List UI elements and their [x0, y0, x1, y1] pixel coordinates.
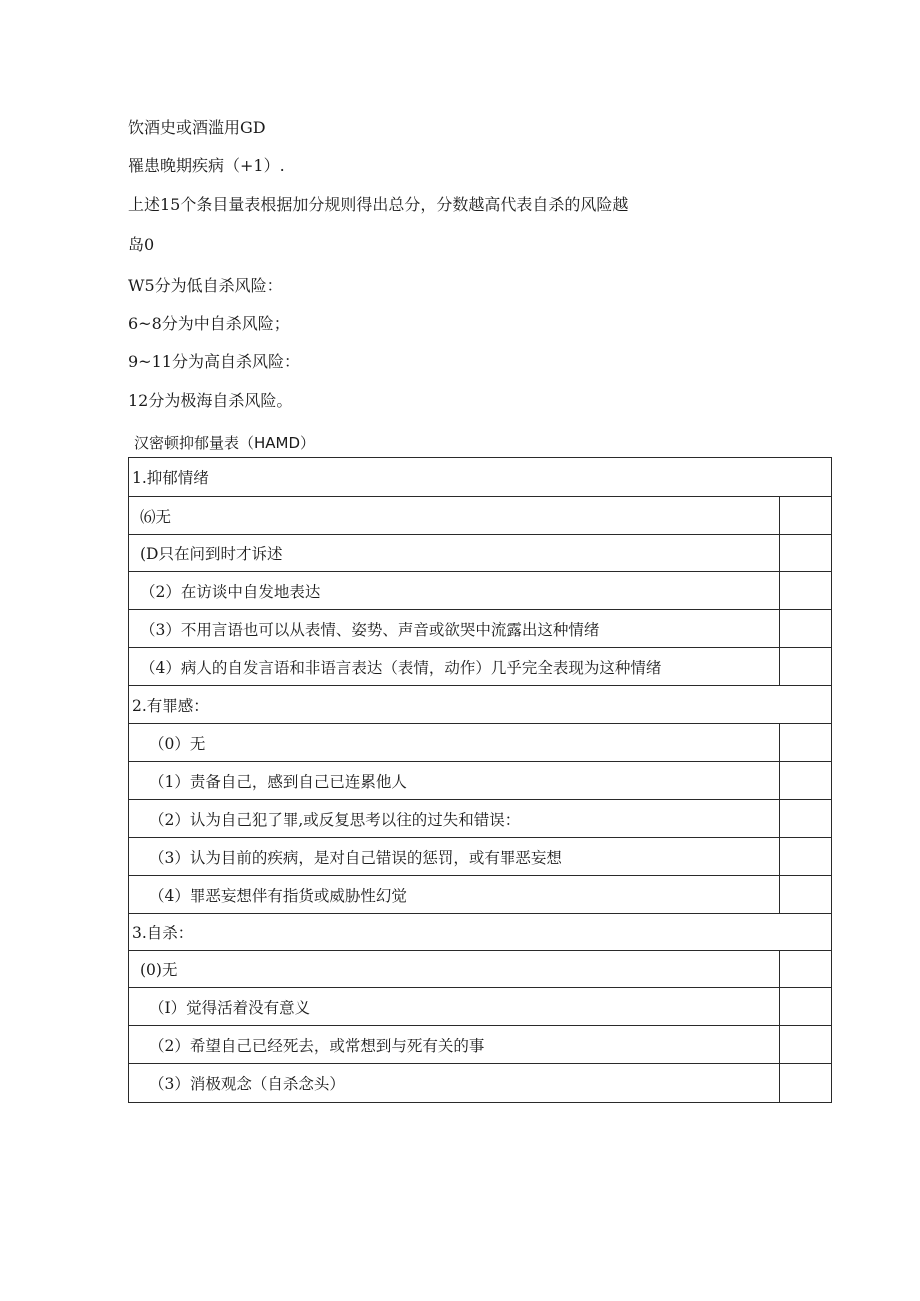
paragraph-line: 岛0 [128, 235, 155, 254]
score-cell[interactable] [779, 648, 831, 686]
option-text: （3）消极观念（自杀念头） [129, 1064, 780, 1103]
score-cell[interactable] [779, 838, 831, 876]
table-row [129, 876, 832, 914]
paragraph-line: 12分为极海自杀风险。 [128, 391, 293, 410]
score-cell[interactable] [779, 876, 831, 914]
section-heading: 3.自杀： [129, 914, 832, 951]
option-text: （I）觉得活着没有意义 [129, 988, 780, 1026]
table-row [129, 648, 832, 686]
table-row [129, 610, 832, 648]
paragraph-line: W5分为低自杀风险： [128, 276, 283, 295]
option-text: （0）无 [129, 724, 780, 762]
hamd-table [128, 457, 832, 1103]
table-row [129, 572, 832, 610]
score-cell[interactable] [779, 572, 831, 610]
option-text: （4）罪恶妄想伴有指货或威胁性幻觉 [129, 876, 780, 914]
section-heading: 1.抑郁情绪 [129, 458, 832, 497]
score-cell[interactable] [779, 610, 831, 648]
score-cell[interactable] [779, 1026, 831, 1064]
table-row [129, 838, 832, 876]
paragraph-line: 9~11分为高自杀风险： [128, 352, 300, 371]
score-cell[interactable] [779, 497, 831, 535]
option-text: ⑹无 [129, 497, 780, 535]
paragraph-line: 罹患晚期疾病（+1）. [128, 156, 285, 175]
table-row [129, 724, 832, 762]
section-heading-row [129, 914, 832, 951]
table-row [129, 988, 832, 1026]
table-title: 汉密顿抑郁量表（HAMD） [134, 434, 316, 452]
section-heading-row [129, 686, 832, 724]
option-text: （3）认为目前的疾病，是对自己错误的惩罚，或有罪恶妄想 [129, 838, 780, 876]
score-cell[interactable] [779, 988, 831, 1026]
table-row [129, 1064, 832, 1103]
table-row [129, 800, 832, 838]
section-heading-row [129, 458, 832, 497]
score-cell[interactable] [779, 800, 831, 838]
score-cell[interactable] [779, 724, 831, 762]
option-text: （2）希望自己已经死去，或常想到与死有关的事 [129, 1026, 780, 1064]
option-text: （1）责备自己，感到自己已连累他人 [129, 762, 780, 800]
score-cell[interactable] [779, 951, 831, 988]
score-cell[interactable] [779, 762, 831, 800]
option-text: （2）在访谈中自发地表达 [129, 572, 780, 610]
table-row [129, 497, 832, 535]
option-text: （3）不用言语也可以从表情、姿势、声音或欲哭中流露出这种情绪 [129, 610, 780, 648]
paragraph-line: 6~8分为中自杀风险； [128, 314, 290, 333]
table-row [129, 1026, 832, 1064]
score-cell[interactable] [779, 1064, 831, 1103]
section-heading: 2.有罪感： [129, 686, 832, 724]
score-cell[interactable] [779, 535, 831, 572]
option-text: （2）认为自己犯了罪,或反复思考以往的过失和错误： [129, 800, 780, 838]
table-row [129, 951, 832, 988]
paragraph-line: 上述15个条目量表根据加分规则得出总分，分数越高代表自杀的风险越 [128, 195, 629, 214]
table-row [129, 535, 832, 572]
option-text: （4）病人的自发言语和非语言表达（表情，动作）几乎完全表现为这种情绪 [129, 648, 780, 686]
option-text: (0)无 [129, 951, 780, 988]
table-row [129, 762, 832, 800]
paragraph-line: 饮酒史或酒滥用GD [128, 118, 266, 137]
option-text: (D只在问到时才诉述 [129, 535, 780, 572]
